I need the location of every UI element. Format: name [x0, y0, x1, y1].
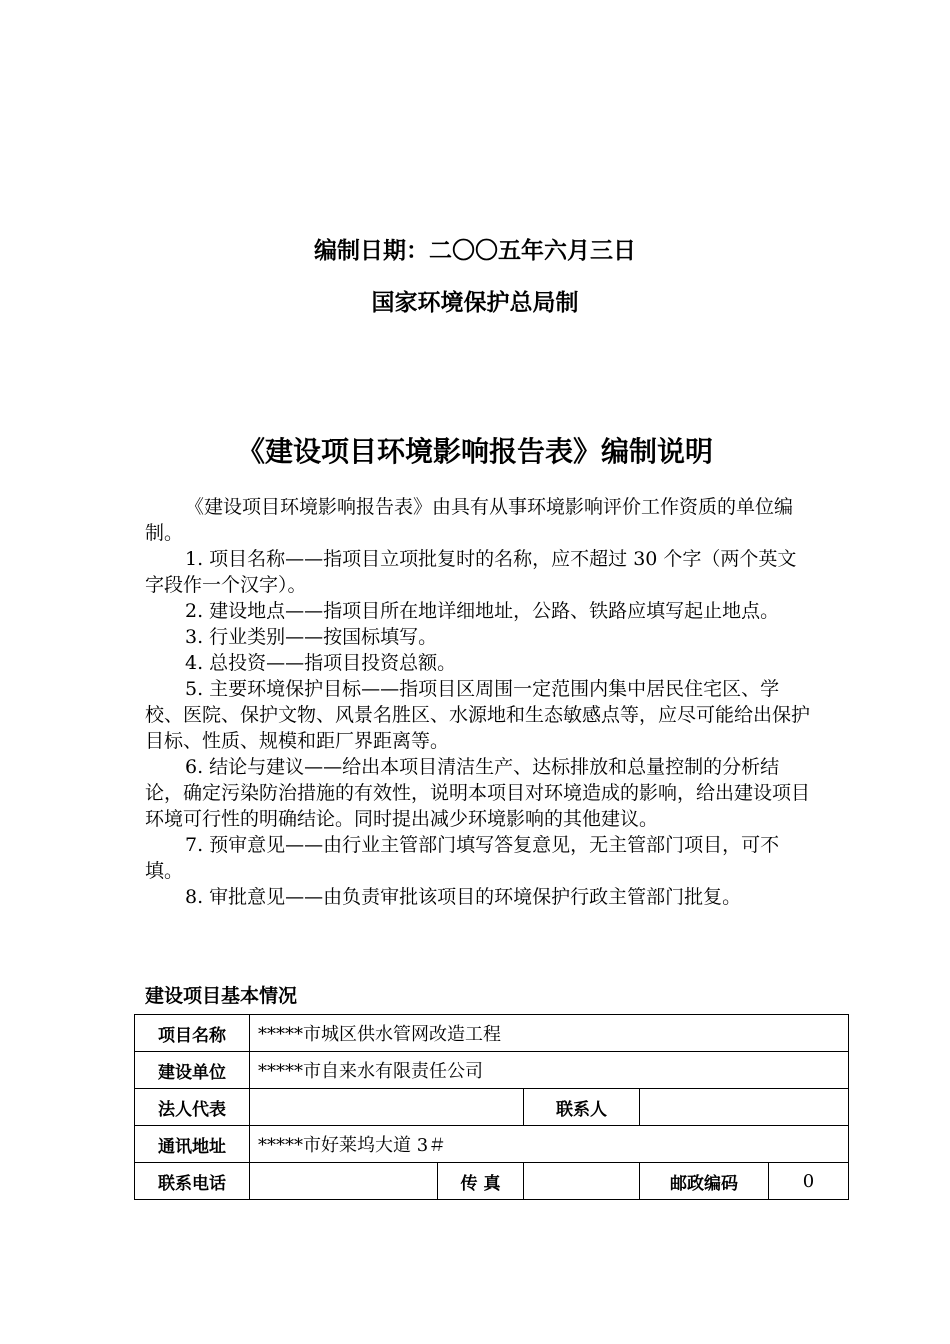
instruction-item-2: 2. 建设地点——指项目所在地详细地址，公路、铁路应填写起止地点。 [185, 600, 780, 622]
address-value: *****市好莱坞大道 3＃ [250, 1126, 849, 1163]
table-row [135, 1126, 849, 1163]
contact-value [640, 1089, 849, 1126]
compile-date: 编制日期：二〇〇五年六月三日 [314, 238, 636, 264]
instructions-title: 《建设项目环境影响报告表》编制说明 [236, 435, 713, 468]
legal-rep-value [250, 1089, 524, 1126]
basic-info-table [134, 1014, 849, 1200]
table-row [135, 1089, 849, 1126]
address-label: 通讯地址 [135, 1126, 250, 1163]
instruction-item-4: 4. 总投资——指项目投资总额。 [185, 652, 457, 674]
project-name-label: 项目名称 [135, 1015, 250, 1052]
builder-value: *****市自来水有限责任公司 [250, 1052, 849, 1089]
table-row [135, 1015, 849, 1052]
instruction-item-7: 7. 预审意见——由行业主管部门填写答复意见，无主管部门项目，可不填。 [145, 834, 780, 882]
legal-rep-label: 法人代表 [135, 1089, 250, 1126]
postcode-label: 邮政编码 [640, 1163, 769, 1200]
postcode-value: 0 [769, 1163, 849, 1200]
instruction-item-6: 6. 结论与建议——给出本项目清洁生产、达标排放和总量控制的分析结论，确定污染防治措施的有效性，说明本项目对环境造成的影响，给出建设项目环境可行性的明确结论。同时提出减少环境影响的其他建议。 [145, 756, 811, 830]
builder-label: 建设单位 [135, 1052, 250, 1089]
phone-value [250, 1163, 438, 1200]
fax-label: 传 真 [438, 1163, 524, 1200]
contact-label: 联系人 [524, 1089, 640, 1126]
phone-label: 联系电话 [135, 1163, 250, 1200]
instructions-body [145, 494, 810, 910]
instruction-item-5: 5. 主要环境保护目标——指项目区周围一定范围内集中居民住宅区、学校、医院、保护文物、风景名胜区、水源地和生态敏感点等，应尽可能给出保护目标、性质、规模和距厂界距离等。 [145, 678, 811, 752]
fax-value [524, 1163, 640, 1200]
instruction-item-8: 8. 审批意见——由负责审批该项目的环境保护行政主管部门批复。 [185, 886, 742, 908]
issuing-bureau: 国家环境保护总局制 [371, 290, 579, 316]
instruction-intro: 《建设项目环境影响报告表》由具有从事环境影响评价工作资质的单位编制。 [145, 496, 794, 544]
table-row [135, 1163, 849, 1200]
project-name-value: *****市城区供水管网改造工程 [250, 1015, 849, 1052]
table-row [135, 1052, 849, 1089]
basic-info-title: 建设项目基本情况 [145, 985, 298, 1007]
instruction-item-1: 1. 项目名称——指项目立项批复时的名称，应不超过 30 个字（两个英文字段作一个汉字）。 [145, 548, 797, 596]
instruction-item-3: 3. 行业类别——按国标填写。 [185, 626, 438, 648]
